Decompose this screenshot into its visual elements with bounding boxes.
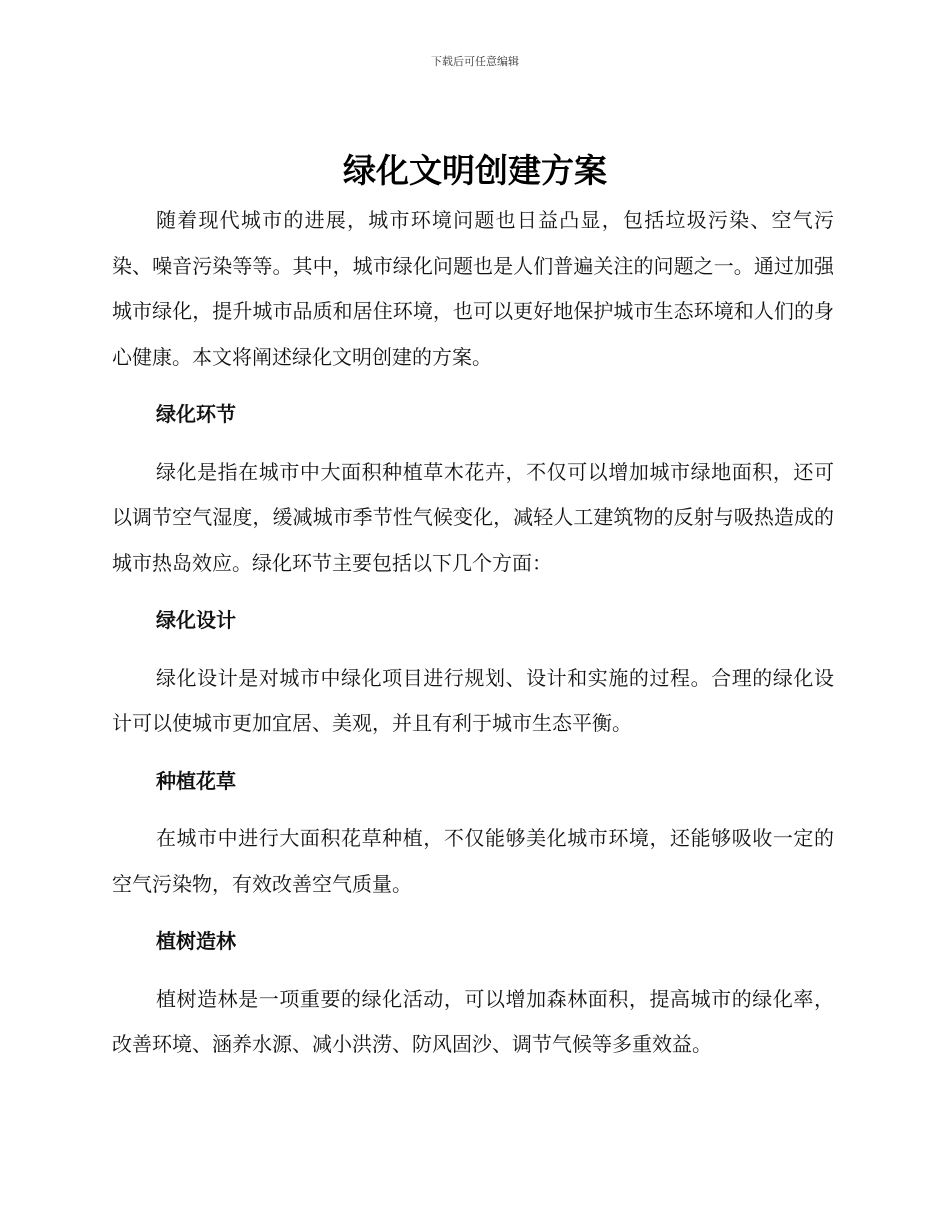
section-heading: 种植花草 — [156, 768, 236, 793]
spacer — [112, 644, 834, 656]
section-paragraph: 植树造林是一项重要的绿化活动，可以增加森林面积，提高城市的绿化率，改善环境、涵养水源、减小洪涝、防风固沙、调节气候等多重效益。 — [112, 986, 834, 1056]
spacer — [112, 586, 834, 598]
spacer — [112, 965, 834, 977]
section-heading: 植树造林 — [156, 929, 236, 953]
spacer — [112, 907, 834, 919]
spacer — [112, 380, 834, 392]
section-paragraph: 绿化是指在城市中大面积种植草木花卉，不仅可以增加城市绿地面积，还可以调节空气湿度，缓减城市季节性气候变化，减轻人工建筑物的反射与吸热造成的城市热岛效应。绿化环节主要包括以下几个方面： — [112, 459, 834, 575]
spacer — [112, 804, 834, 816]
section-paragraph: 绿化设计是对城市中绿化项目进行规划、设计和实施的过程。合理的绿化设计可以使城市更加宜居、美观，并且有利于城市生态平衡。 — [112, 665, 834, 735]
intro-paragraph: 随着现代城市的进展，城市环境问题也日益凸显，包括垃圾污染、空气污染、噪音污染等等。其中，城市绿化问题也是人们普遍关注的问题之一。通过加强城市绿化，提升城市品质和居住环境，也可以更好地保护城市生态环境和人们的身心健康。本文将阐述绿化文明创建的方案。 — [112, 208, 834, 369]
spacer — [112, 438, 834, 450]
document-title: 绿化文明创建方案 — [343, 151, 607, 190]
section-paragraph: 在城市中进行大面积花草种植，不仅能够美化城市环境，还能够吸收一定的空气污染物，有效改善空气质量。 — [112, 826, 834, 896]
section-heading: 绿化设计 — [156, 608, 236, 632]
section-heading: 绿化环节 — [156, 402, 236, 426]
header-note: 下载后可任意编辑 — [431, 55, 519, 68]
spacer — [112, 747, 834, 759]
document-body — [112, 198, 834, 1068]
